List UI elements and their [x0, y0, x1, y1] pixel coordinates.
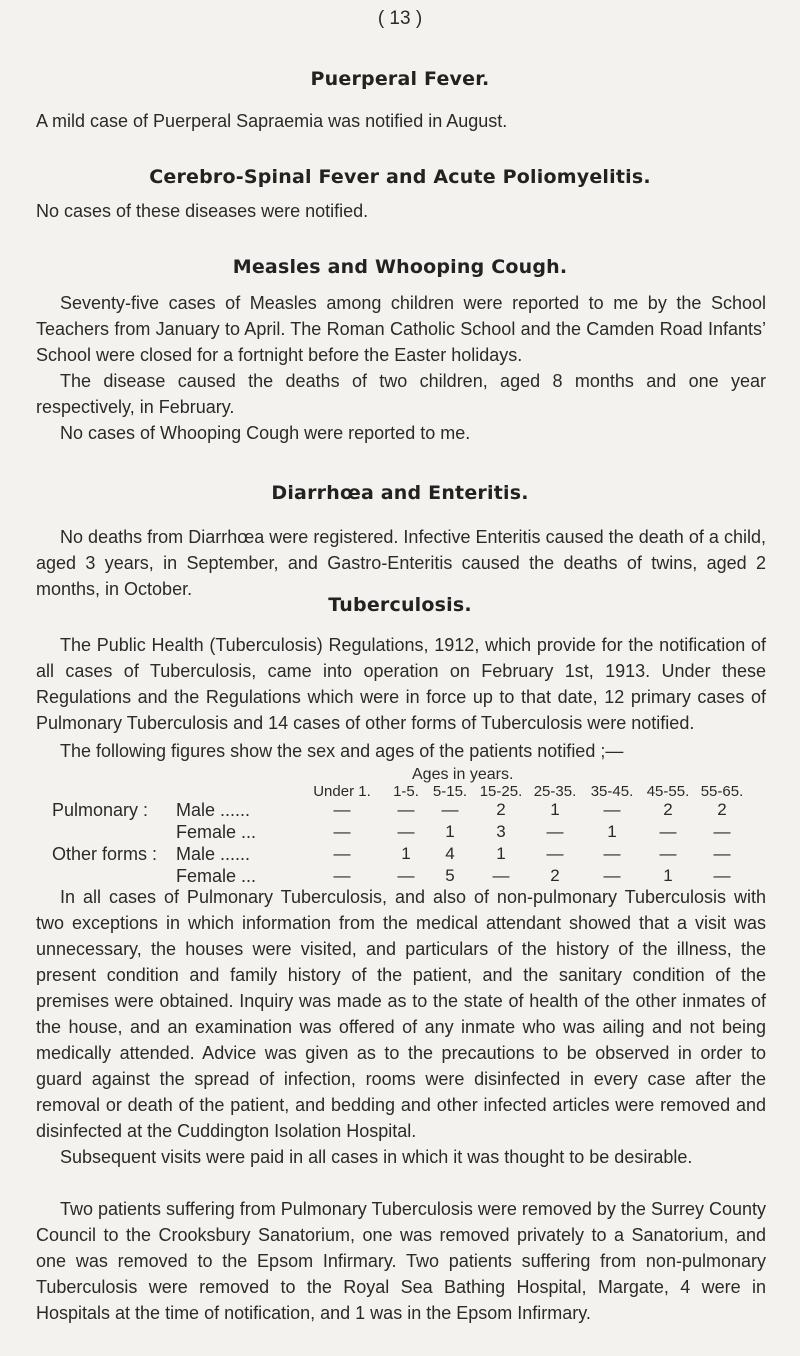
- measles-paragraph-2: The disease caused the deaths of two children, aged 8 months and one year respectively, in February.: [36, 371, 766, 417]
- table-cell: 1: [401, 844, 411, 863]
- table-cell: —: [333, 822, 351, 841]
- table-cell: —: [441, 800, 459, 819]
- table-cell: —: [546, 822, 564, 841]
- table-cell: —: [397, 866, 415, 885]
- table-cell: —: [397, 800, 415, 819]
- table-cell: 1: [663, 866, 673, 885]
- puerperal-heading: Puerperal Fever.: [310, 68, 490, 90]
- table-cell: 2: [496, 800, 506, 819]
- tuberculosis-paragraph-5: Two patients suffering from Pulmonary Tuberculosis were removed by the Surrey County Council to the Crooksbury Sanatorium, one was removed privately to a Sanatorium, and one was removed to the Epsom Infirmary. Two patients suffering from non-pulmonary Tuberculosis were removed to the Royal Sea Bathing Hospital, Margate, 4 were in Hospitals at the time of notification, and 1 was in the Epsom Infirmary.: [36, 1199, 766, 1323]
- table-column-header: 25-35.: [533, 783, 577, 800]
- table-cell: 2: [663, 800, 673, 819]
- table-cell: 1: [445, 822, 455, 841]
- tuberculosis-paragraph-3: In all cases of Pulmonary Tuberculosis, and also of non-pulmonary Tuberculosis with two exceptions in which information from the medical attendant showed that a visit was unnecessary, the houses were visited, and particulars of the history of the illness, the present condition and family history of the patient, and the sanitary condition of the premises were obtained. Inquiry was made as to the state of health of the other inmates of the house, and an examination was offered of any inmate who was ailing and not being medically attended. Advice was given as to the precautions to be observed in order to guard against the spread of infection, rooms were disinfected in every case after the removal or death of the patient, and bedding and other infected articles were removed and disinfected at the Cuddington Isolation Hospital.: [36, 887, 766, 1141]
- table-row-sex-label: Male ......: [176, 844, 251, 864]
- table-cell: —: [333, 800, 351, 819]
- table-cell: —: [333, 866, 351, 885]
- table-caption: Ages in years.: [412, 766, 514, 783]
- page-number: ( 13 ): [377, 8, 423, 29]
- table-cell: 3: [496, 822, 506, 841]
- table-row-group-label: Pulmonary :: [52, 800, 149, 820]
- table-column-header: Under 1.: [313, 783, 371, 800]
- table-row-sex-label: Female ...: [176, 866, 257, 886]
- table-column-header: 5-15.: [432, 783, 468, 800]
- tuberculosis-paragraph-4: Subsequent visits were paid in all cases in which it was thought to be desirable.: [60, 1147, 693, 1167]
- table-cell: 2: [717, 800, 727, 819]
- table-column-header: 15-25.: [479, 783, 523, 800]
- table-cell: —: [713, 822, 731, 841]
- tuberculosis-paragraph-2: The following figures show the sex and ages of the patients notified ;—: [60, 741, 624, 761]
- measles-paragraph-3: No cases of Whooping Cough were reported to me.: [60, 423, 471, 443]
- table-column-header: 35-45.: [590, 783, 634, 800]
- table-cell: —: [659, 844, 677, 863]
- cerebro-heading: Cerebro-Spinal Fever and Acute Poliomyelitis.: [149, 166, 651, 188]
- table-column-header: 55-65.: [700, 783, 744, 800]
- table-cell: —: [603, 866, 621, 885]
- diarrhoea-text: No deaths from Diarrhœa were registered. Infective Enteritis caused the death of a child, aged 3 years, in September, and Gastro-Enteritis caused the deaths of twins, aged 2 months, in October.: [36, 527, 766, 599]
- table-column-header: 1-5.: [393, 783, 419, 800]
- puerperal-text: A mild case of Puerperal Sapraemia was notified in August.: [36, 111, 508, 131]
- table-cell: —: [397, 822, 415, 841]
- table-cell: —: [659, 822, 677, 841]
- cerebro-text: No cases of these diseases were notified.: [36, 201, 369, 221]
- table-row-sex-label: Female ...: [176, 822, 257, 842]
- table-cell: 5: [445, 866, 455, 885]
- tuberculosis-heading: Tuberculosis.: [328, 594, 472, 616]
- table-cell: 4: [445, 844, 455, 863]
- table-cell: —: [546, 844, 564, 863]
- table-cell: —: [713, 844, 731, 863]
- table-cell: 1: [496, 844, 506, 863]
- table-cell: —: [603, 800, 621, 819]
- table-cell: —: [603, 844, 621, 863]
- measles-heading: Measles and Whooping Cough.: [232, 256, 568, 278]
- table-cell: —: [492, 866, 510, 885]
- measles-paragraph-1: Seventy-five cases of Measles among children were reported to me by the School Teachers from January to April. The Roman Catholic School and the Camden Road Infants’ School were closed for a fortnight before the Easter holidays.: [36, 293, 766, 365]
- table-cell: 1: [550, 800, 560, 819]
- table-cell: 2: [550, 866, 560, 885]
- tuberculosis-paragraph-1: The Public Health (Tuberculosis) Regulations, 1912, which provide for the notification of all cases of Tuberculosis, came into operation on February 1st, 1913. Under these Regulations and the Regulations which were in force up to that date, 12 primary cases of Pulmonary Tuberculosis and 14 cases of other forms of Tuberculosis were notified.: [36, 635, 766, 733]
- table-cell: —: [333, 844, 351, 863]
- table-cell: 1: [607, 822, 617, 841]
- table-row-group-label: Other forms :: [52, 844, 158, 864]
- diarrhoea-heading: Diarrhœa and Enteritis.: [271, 482, 529, 504]
- table-column-header: 45-55.: [646, 783, 690, 800]
- table-cell: —: [713, 866, 731, 885]
- table-row-sex-label: Male ......: [176, 800, 251, 820]
